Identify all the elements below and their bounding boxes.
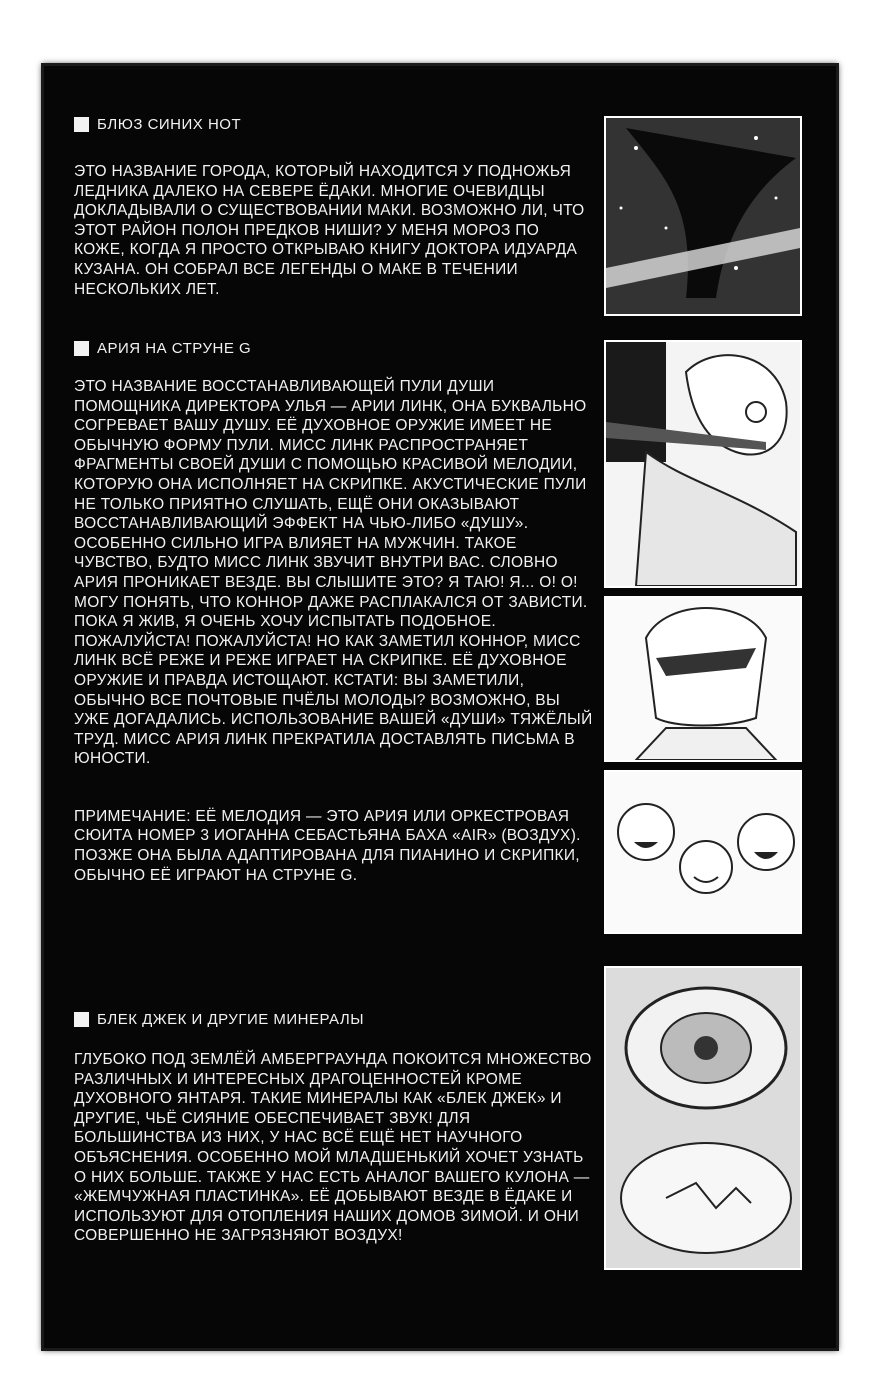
section-blue-notes [74, 116, 594, 299]
gemstone-image [606, 968, 800, 1268]
laughing-men-image [606, 772, 800, 932]
bullet-square-icon [74, 117, 89, 132]
illustration-crying-boy [604, 596, 802, 762]
section-aria-g-string [74, 340, 594, 885]
illustration-laughing-men [604, 770, 802, 934]
section-note: ПРИМЕЧАНИЕ: ЕЁ МЕЛОДИЯ — ЭТО АРИЯ ИЛИ ОРКЕСТРОВАЯ СЮИТА НОМЕР 3 ИОГАННА СЕБАСТЬЯНА БАХА «AIR» (ВОЗДУХ). ПОЗЖЕ ОНА БЫЛА АДАПТИРОВАНА ДЛЯ ПИАНИНО И СКРИПКИ, ОБЫЧНО ЕЁ ИГРАЮТ НА СТРУНЕ G. [74, 807, 581, 884]
section-black-jack [74, 1011, 594, 1246]
section-body: ЭТО НАЗВАНИЕ ВОССТАНАВЛИВАЮЩЕЙ ПУЛИ ДУШИ ПОМОЩНИКА ДИРЕКТОРА УЛЬЯ — АРИИ ЛИНК, ОНА БУКВАЛЬНО СОГРЕВАЕТ ВАШУ ДУШУ. ЕЁ ДУХОВНОЕ ОРУЖИЕ ИМЕЕТ НЕ ОБЫЧНУЮ ФОРМУ ПУЛИ. МИСС ЛИНК РАСПРОСТРАНЯЕТ ФРАГМЕНТЫ СВОЕЙ ДУШИ С ПОМОЩЬЮ КРАСИВОЙ МЕЛОДИИ, КОТОРУЮ ОНА ИСПОЛНЯЕТ НА СКРИПКЕ. АКУСТИЧЕСКИЕ ПУЛИ НЕ ТОЛЬКО ПРИЯТНО СЛУШАТЬ, ЕЩЁ ОНИ ОКАЗЫВАЮТ ВОССТАНАВЛИВАЮЩИЙ ЭФФЕКТ НА ЧЬЮ-ЛИБО «ДУШУ». ОСОБЕННО СИЛЬНО ИГРА ВЛИЯЕТ НА МУЖЧИН. ТАКОЕ ЧУВСТВО, БУДТО МИСС ЛИНК ЗВУЧИТ ВНУТРИ ВАС. СЛОВНО АРИЯ ПРОНИКАЕТ ВЕЗДЕ. ВЫ СЛЫШИТЕ ЭТО? Я ТАЮ! Я... О! О! МОГУ ПОНЯТЬ, ЧТО КОННОР ДАЖЕ РАСПЛАКАЛСЯ ОТ ЗАВИСТИ. ПОКА Я ЖИВ, Я ОЧЕНЬ ХОЧУ ИСПЫТАТЬ ПОДОБНОЕ. ПОЖАЛУЙСТА! ПОЖАЛУЙСТА! НО КАК ЗАМЕТИЛ КОННОР, МИСС ЛИНК ВСЁ РЕЖЕ И РЕЖЕ ИГРАЕТ НА СКРИПКЕ. ЕЁ ДУХОВНОЕ ОРУЖИЕ И ПРАВДА ИСТОЩАЮТ. КСТАТИ: ВЫ ЗАМЕТИЛИ, ОБЫЧНО ВСЕ ПОЧТОВЫЕ ПЧЁЛЫ МОЛОДЫ? ВОЗМОЖНО, ВЫ УЖЕ ДОГАДАЛИСЬ. ИСПОЛЬЗОВАНИЕ ВАШЕЙ «ДУШИ» ТЯЖЁЛЫЙ ТРУД. МИСС АРИЯ ЛИНК ПРЕКРАТИЛА ДОСТАВЛЯТЬ ПИСЬМА В ЮНОСТИ. [74, 378, 593, 768]
violinist-image [606, 342, 800, 586]
bullet-square-icon [74, 341, 89, 356]
section-heading: БЛЕК ДЖЕК И ДРУГИЕ МИНЕРАЛЫ [74, 1011, 594, 1028]
illustration-creature [604, 116, 802, 316]
illustration-gemstone [604, 966, 802, 1270]
section-body: ЭТО НАЗВАНИЕ ГОРОДА, КОТОРЫЙ НАХОДИТСЯ У ПОДНОЖЬЯ ЛЕДНИКА ДАЛЕКО НА СЕВЕРЕ ЁДАКИ. МНОГИЕ ОЧЕВИДЦЫ ДОКЛАДЫВАЛИ О СУЩЕСТВОВАНИИ МАКИ. ВОЗМОЖНО ЛИ, ЧТО ЭТОТ РАЙОН ПОЛОН ПРЕДКОВ НИШИ? У МЕНЯ МОРОЗ ПО КОЖЕ, КОГДА Я ПРОСТО ОТКРЫВАЮ КНИГУ ДОКТОРА ИДУАРДА КУЗАНА. ОН СОБРАЛ ВСЕ ЛЕГЕНДЫ О МАКЕ В ТЕЧЕНИИ НЕСКОЛЬКИХ ЛЕТ. [74, 163, 585, 298]
section-body: ГЛУБОКО ПОД ЗЕМЛЁЙ АМБЕРГРАУНДА ПОКОИТСЯ МНОЖЕСТВО РАЗЛИЧНЫХ И ИНТЕРЕСНЫХ ДРАГОЦЕННОСТЕЙ КРОМЕ ДУХОВНОГО ЯНТАРЯ. ТАКИЕ МИНЕРАЛЫ КАК «БЛЕК ДЖЕК» И ДРУГИЕ, ЧЬЁ СИЯНИЕ ОБЕСПЕЧИВАЕТ ЗВУК! ДЛЯ БОЛЬШИНСТВА ИЗ НИХ, У НАС ВСЁ ЕЩЁ НЕТ НАУЧНОГО ОБЪЯСНЕНИЯ. ОСОБЕННО МОЙ МЛАДШЕНЬКИЙ ХОЧЕТ УЗНАТЬ О НИХ БОЛЬШЕ. ТАКЖЕ У НАС ЕСТЬ АНАЛОГ ВАШЕГО КУЛОНА — «ЖЕМЧУЖНАЯ ПЛАСТИНКА». ЕЁ ДОБЫВАЮТ ВЕЗДЕ В ЁДАКЕ И ИСПОЛЬЗУЮТ ДЛЯ ОТОПЛЕНИЯ НАШИХ ДОМОВ ЗИМОЙ. И ОНИ СОВЕРШЕННО НЕ ЗАГРЯЗНЯЮТ ВОЗДУХ! [74, 1051, 592, 1245]
creature-image [606, 118, 800, 314]
bullet-square-icon [74, 1012, 89, 1027]
illustration-violinist [604, 340, 802, 588]
section-heading: АРИЯ НА СТРУНЕ G [74, 340, 594, 357]
section-heading: БЛЮЗ СИНИХ НОТ [74, 116, 594, 133]
crying-boy-image [606, 598, 800, 760]
